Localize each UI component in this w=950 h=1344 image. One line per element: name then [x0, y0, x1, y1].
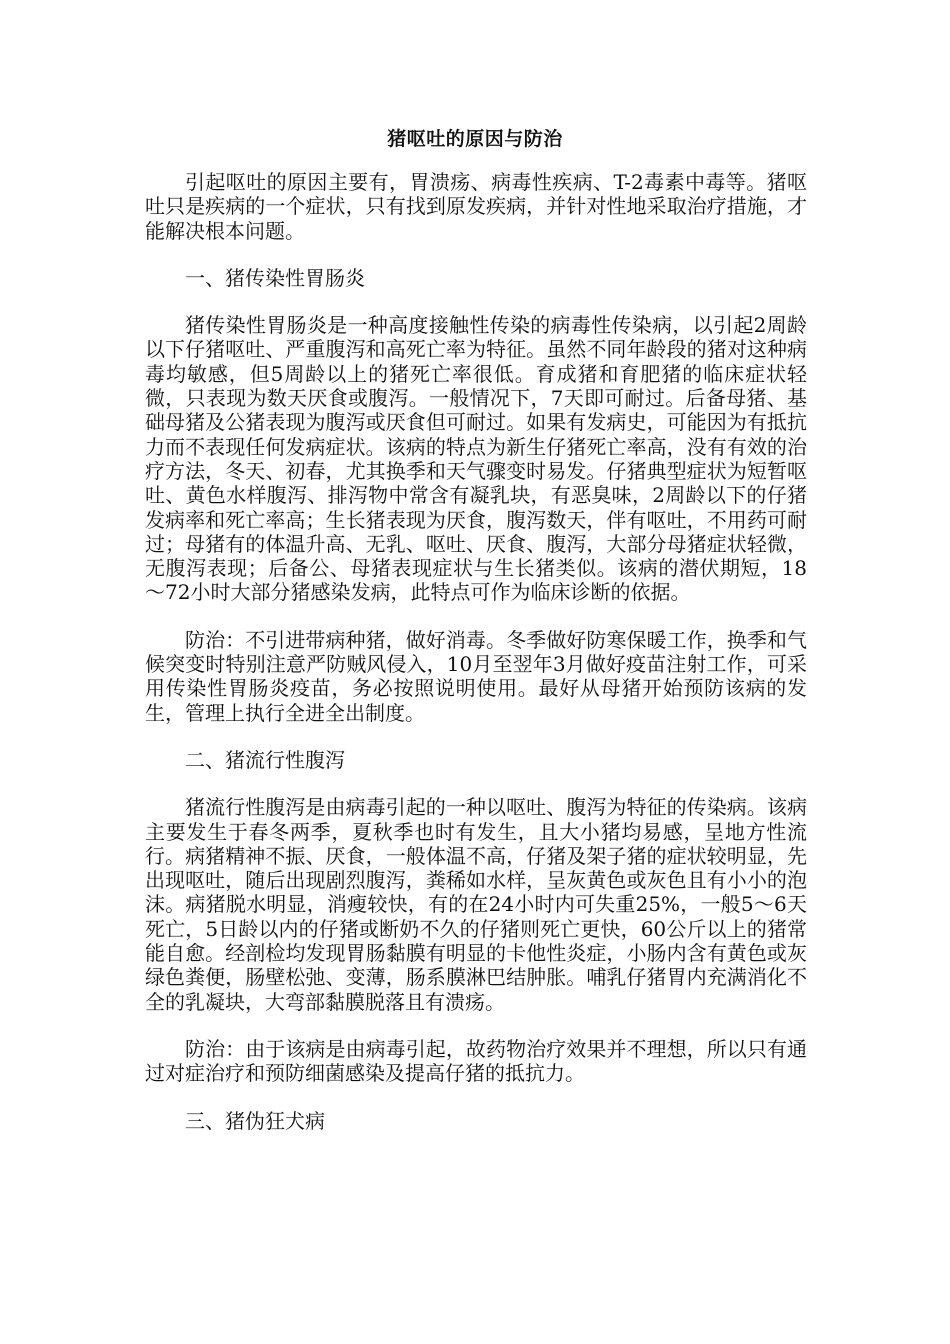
section-1-heading: 一、猪传染性胃肠炎: [185, 265, 365, 290]
section-3-heading: 三、猪伪狂犬病: [185, 1108, 325, 1133]
section-2-heading: 二、猪流行性腹泻: [185, 747, 345, 772]
intro-paragraph: 引起呕吐的原因主要有，胃溃疡、病毒性疾病、T-2毒素中毒等。猪呕吐只是疾病的一个症状，只有找到原发疾病，并针对性地采取治疗措施，才能解决根本问题。: [145, 170, 807, 243]
section-2-body: 猪流行性腹泻是由病毒引起的一种以呕吐、腹泻为特征的传染病。该病主要发生于春冬两季，夏秋季也时有发生，且大小猪均易感，呈地方性流行。病猪精神不振、厌食，一般体温不高，仔猪及架子猪的症状较明显，先出现呕吐，随后出现剧烈腹泻，粪稀如水样，呈灰黄色或灰色且有小小的泡沫。病猪脱水明显，消瘦较快，有的在24小时内可失重25%，一般5～6天死亡，5日龄以内的仔猪或断奶不久的仔猪则死亡更快，60公斤以上的猪常能自愈。经剖检均发现胃肠黏膜有明显的卡他性炎症，小肠内含有黄色或灰绿色粪便，肠壁松弛、变薄，肠系膜淋巴结肿胀。哺乳仔猪胃内充满消化不全的乳凝块，大弯部黏膜脱落且有溃疡。: [145, 795, 807, 1014]
document-body: [145, 170, 807, 1156]
document-title: 猪呕吐的原因与防治: [387, 128, 563, 150]
section-1-treatment: 防治：不引进带病种猪，做好消毒。冬季做好防寒保暖工作，换季和气候突变时特别注意严防贼风侵入，10月至翌年3月做好疫苗注射工作，可采用传染性胃肠炎疫苗，务必按照说明使用。最好从母猪开始预防该病的发生，管理上执行全进全出制度。: [145, 627, 807, 725]
section-2-treatment: 防治：由于该病是由病毒引起，故药物治疗效果并不理想，所以只有通过对症治疗和预防细菌感染及提高仔猪的抵抗力。: [145, 1036, 807, 1086]
section-1-body: 猪传染性胃肠炎是一种高度接触性传染的病毒性传染病，以引起2周龄以下仔猪呕吐、严重腹泻和高死亡率为特征。虽然不同年龄段的猪对这种病毒均敏感，但5周龄以上的猪死亡率很低。育成猪和育肥猪的临床症状轻微，只表现为数天厌食或腹泻。一般情况下，7天即可耐过。后备母猪、基础母猪及公猪表现为腹泻或厌食但可耐过。如果有发病史，可能因为有抵抗力而不表现任何发病症状。该病的特点为新生仔猪死亡率高，没有有效的治疗方法，冬天、初春，尤其换季和天气骤变时易发。仔猪典型症状为短暂呕吐、黄色水样腹泻、排泻物中常含有凝乳块，有恶臭味，2周龄以下的仔猪发病率和死亡率高；生长猪表现为厌食，腹泻数天，伴有呕吐，不用药可耐过；母猪有的体温升高、无乳、呕吐、厌食、腹泻，大部分母猪症状轻微，无腹泻表现；后备公、母猪表现症状与生长猪类似。该病的潜伏期短，18～72小时大部分猪感染发病，此特点可作为临床诊断的依据。: [145, 313, 807, 605]
